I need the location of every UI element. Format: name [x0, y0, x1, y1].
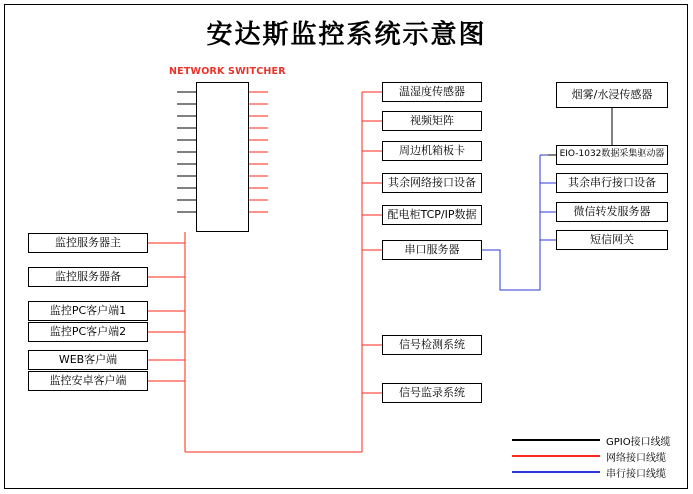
node-smoke-water-sensor[interactable]: 烟雾/水浸传感器 — [556, 82, 668, 108]
node-signal-detection-system[interactable]: 信号检测系统 — [382, 335, 482, 355]
node-wechat-forward-server[interactable]: 微信转发服务器 — [556, 202, 668, 222]
node-eio-1032-acquisition-driver[interactable]: EIO-1032数据采集驱动器 — [556, 145, 668, 165]
legend-label-network: 网络接口线缆 — [606, 453, 666, 464]
node-peripheral-chassis-card[interactable]: 周边机箱板卡 — [382, 141, 482, 161]
node-monitor-server-backup[interactable]: 监控服务器备 — [28, 267, 148, 287]
node-android-client[interactable]: 监控安卓客户端 — [28, 371, 148, 391]
node-signal-recording-system[interactable]: 信号监录系统 — [382, 383, 482, 403]
legend-label-serial: 串行接口线缆 — [606, 469, 666, 480]
node-sms-gateway[interactable]: 短信网关 — [556, 230, 668, 250]
node-web-client[interactable]: WEB客户端 — [28, 350, 148, 370]
node-other-serial-devices[interactable]: 其余串行接口设备 — [556, 173, 668, 193]
node-other-network-devices[interactable]: 其余网络接口设备 — [382, 173, 482, 193]
node-serial-server[interactable]: 串口服务器 — [382, 240, 482, 260]
node-monitor-pc-client-2[interactable]: 监控PC客户端2 — [28, 322, 148, 342]
legend-label-gpio: GPIO接口线缆 — [606, 437, 671, 448]
network-switcher-box — [196, 82, 249, 232]
node-temp-humidity-sensor[interactable]: 温湿度传感器 — [382, 82, 482, 102]
legend-line-network — [512, 455, 600, 457]
node-monitor-server-main[interactable]: 监控服务器主 — [28, 233, 148, 253]
legend-line-serial — [512, 471, 600, 473]
network-switcher-label: NETWORK SWITCHER — [169, 66, 286, 77]
node-video-matrix[interactable]: 视频矩阵 — [382, 111, 482, 131]
node-monitor-pc-client-1[interactable]: 监控PC客户端1 — [28, 301, 148, 321]
node-power-cabinet-tcpip[interactable]: 配电柜TCP/IP数据 — [382, 205, 482, 225]
page-title: 安达斯监控系统示意图 — [206, 20, 487, 50]
legend-line-gpio — [512, 439, 600, 441]
